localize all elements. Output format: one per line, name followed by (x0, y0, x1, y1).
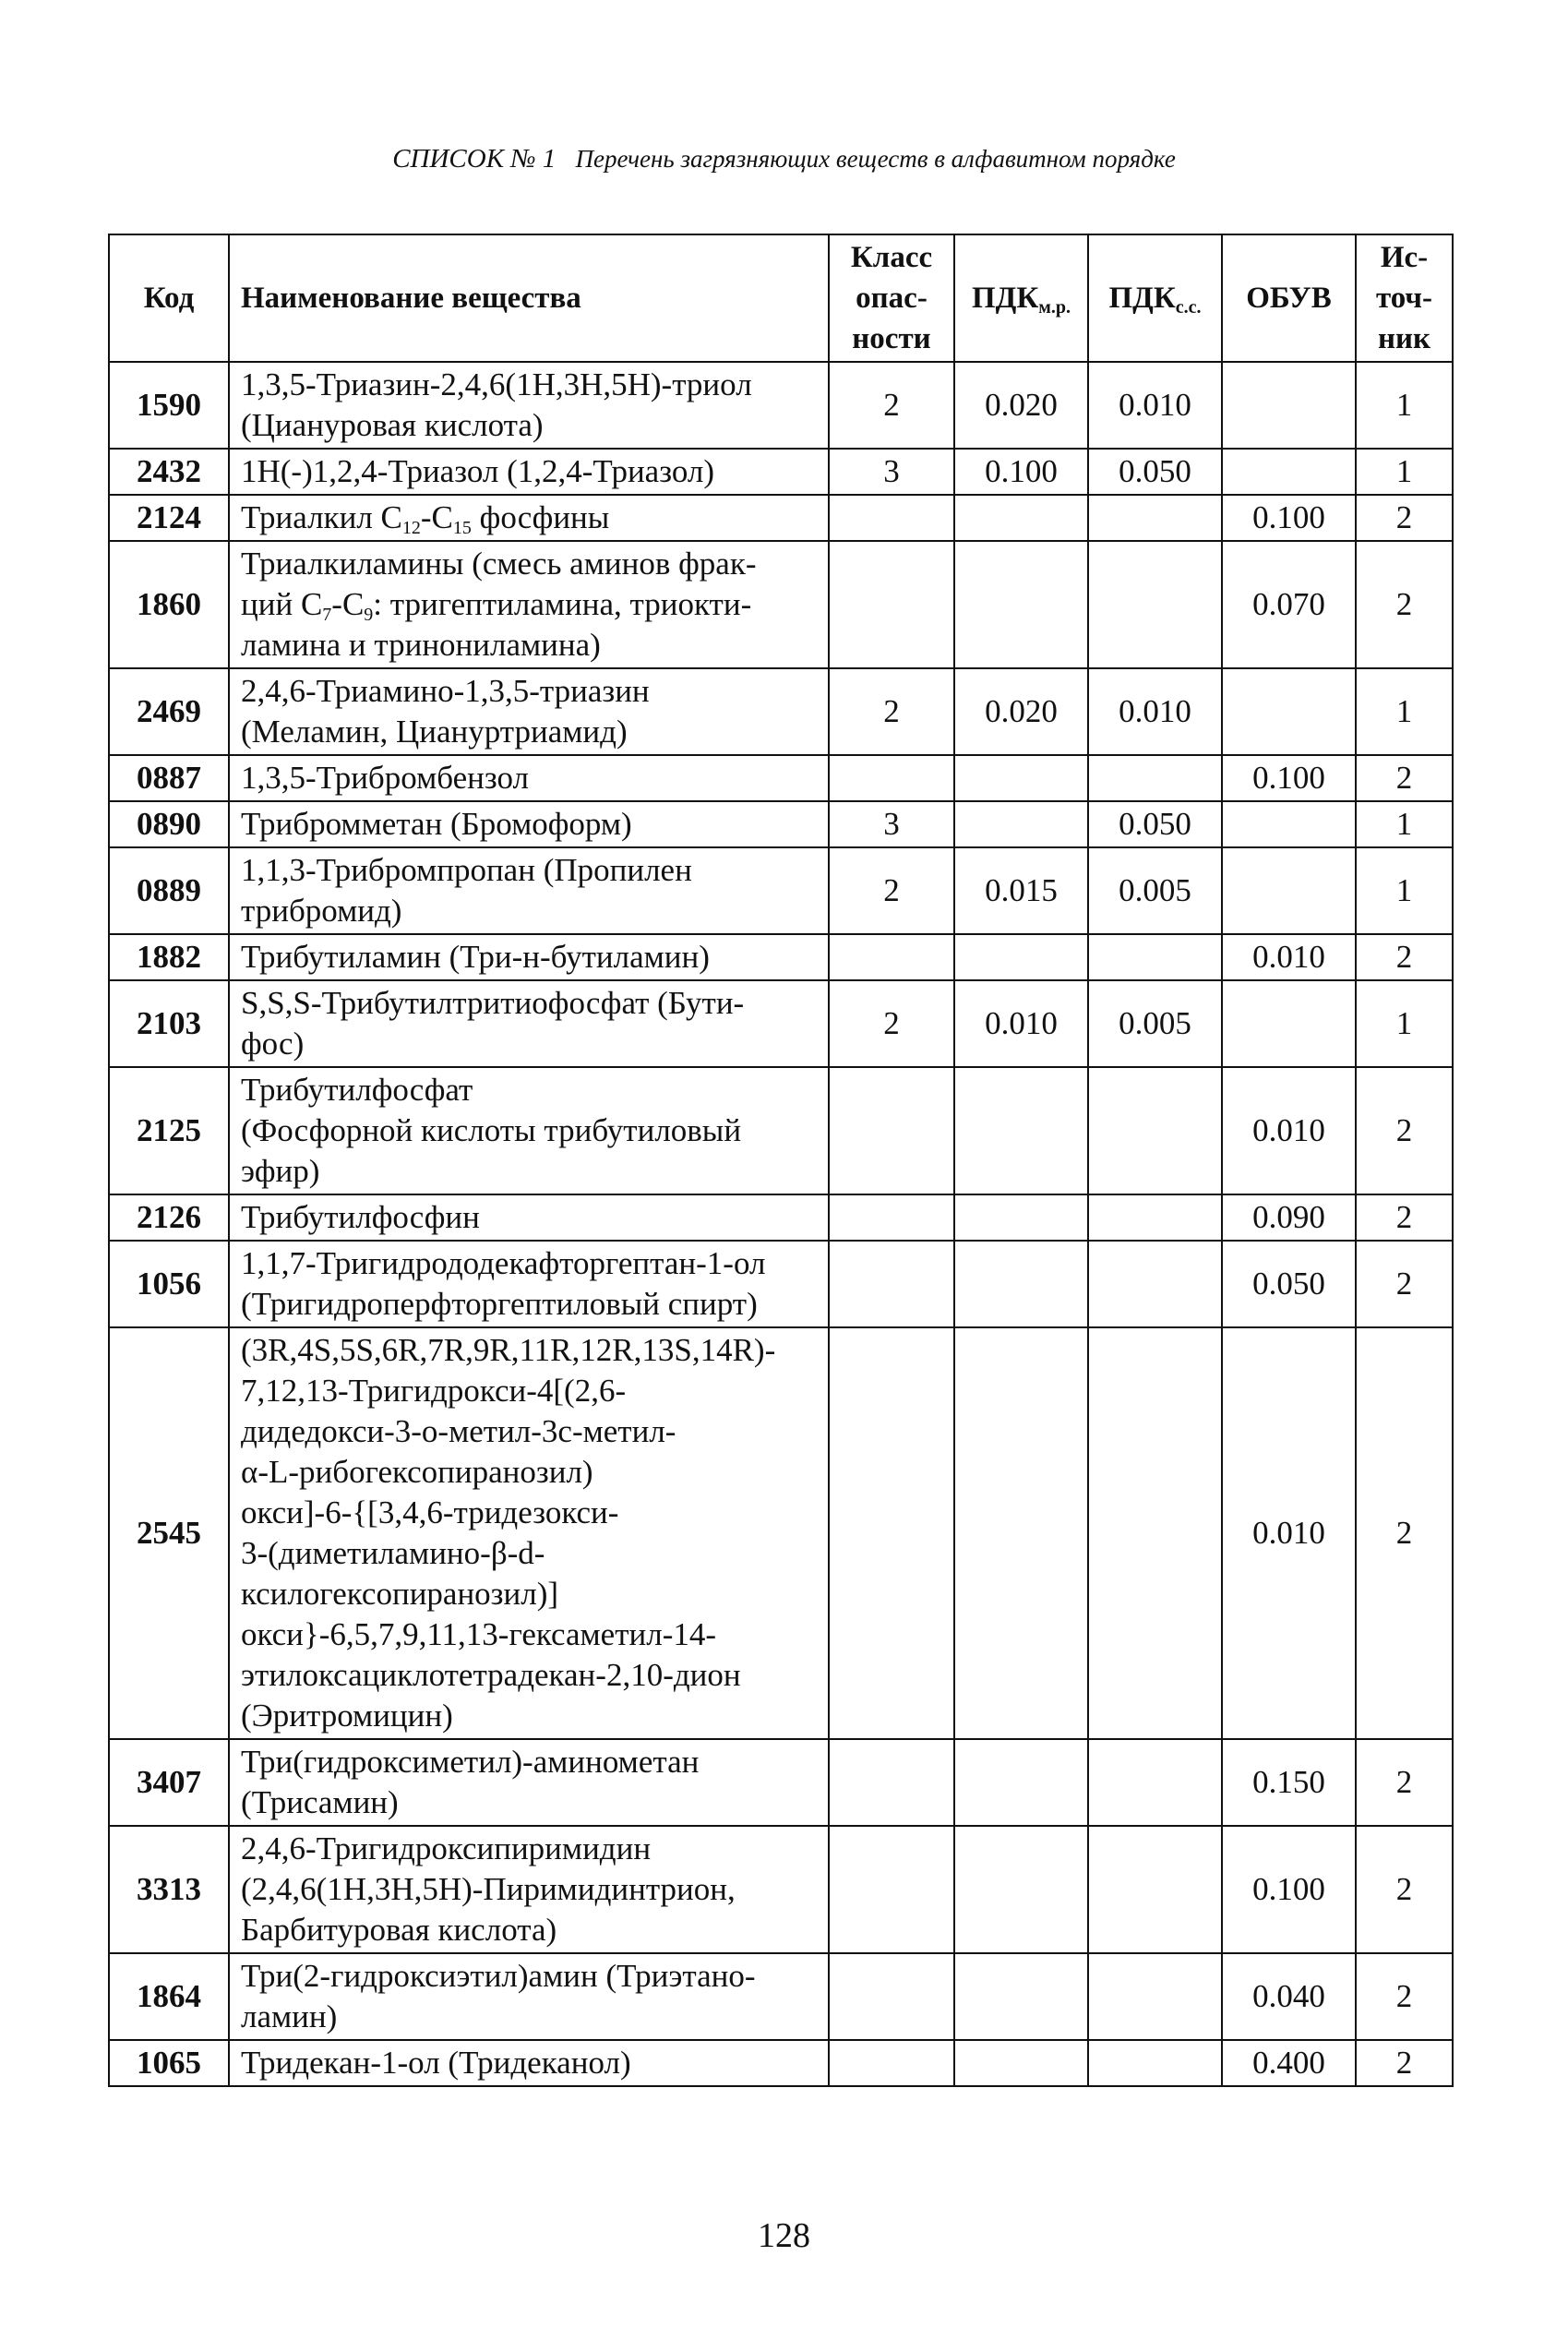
obuv-value: 0.100 (1222, 1826, 1356, 1953)
pdk-ss-value (1088, 934, 1222, 980)
substance-code: 2545 (109, 1327, 229, 1739)
pdk-ss-value (1088, 2040, 1222, 2086)
substance-name-line: Три(гидроксиметил)-аминометан (241, 1744, 700, 1780)
substance-code: 1065 (109, 2040, 229, 2086)
hazard-class: 2 (829, 980, 954, 1067)
table-row (109, 2040, 1453, 2086)
substance-name-line: трибромид) (241, 893, 402, 929)
pdk-mr-value (954, 755, 1088, 801)
obuv-value (1222, 847, 1356, 934)
source-value: 2 (1356, 755, 1453, 801)
substance-code: 1056 (109, 1241, 229, 1327)
substance-name-line: 2,4,6-Триамино-1,3,5-триазин (241, 673, 650, 709)
substance-code: 1590 (109, 362, 229, 449)
substance-code: 1864 (109, 1953, 229, 2040)
pdk-ss-value (1088, 1826, 1222, 1953)
substance-name-line: (Фосфорной кислоты трибутиловый (241, 1112, 742, 1148)
table-row (109, 668, 1453, 755)
subscript: 9 (364, 605, 374, 625)
obuv-value: 0.010 (1222, 934, 1356, 980)
hazard-class: 3 (829, 449, 954, 495)
substance-name-line: 1,3,5-Триазин-2,4,6(1H,3H,5H)-триол (241, 366, 752, 402)
list-description: Перечень загрязняющих веществ в алфавитном порядке (575, 145, 1176, 173)
table-row (109, 1826, 1453, 1953)
pdk-mr-value (954, 934, 1088, 980)
source-value: 2 (1356, 541, 1453, 668)
substance-code: 2469 (109, 668, 229, 755)
substance-name-line: (Циануровая кислота) (241, 407, 544, 443)
page-header (0, 144, 1568, 174)
substance-name (229, 980, 829, 1067)
substance-name-line: 2,4,6-Тригидроксипиримидин (241, 1830, 652, 1866)
source-value: 2 (1356, 1327, 1453, 1739)
col-header-obuv: ОБУВ (1222, 234, 1356, 362)
hazard-class (829, 1327, 954, 1739)
substance-name (229, 449, 829, 495)
substance-name-line: 1,1,7-Тригидрододекафторгептан-1-ол (241, 1245, 766, 1281)
pdk-ss-value (1088, 1194, 1222, 1241)
pdk-ss-value: 0.005 (1088, 980, 1222, 1067)
substance-name-line: окси}-6,5,7,9,11,13-гексаметил-14- (241, 1616, 717, 1652)
substance-name-line: (Меламин, Циануртриамид) (241, 714, 628, 750)
hazard-class (829, 1953, 954, 2040)
substance-code: 0889 (109, 847, 229, 934)
table-row (109, 1067, 1453, 1194)
substance-name-line: Барбитуровая кислота) (241, 1912, 557, 1948)
list-label: СПИСОК № 1 (392, 144, 557, 174)
substance-code: 1860 (109, 541, 229, 668)
pdk-ss-value (1088, 1067, 1222, 1194)
substance-code: 2124 (109, 495, 229, 541)
substance-code: 0887 (109, 755, 229, 801)
col-header-pdk-ss: $ПДК_{с.с.}$ (1088, 234, 1222, 362)
pdk-ss-value: 0.010 (1088, 668, 1222, 755)
pdk-mr-value (954, 1327, 1088, 1739)
pdk-ss-value (1088, 1739, 1222, 1826)
substance-code: 2103 (109, 980, 229, 1067)
substance-name (229, 934, 829, 980)
hazard-class (829, 1241, 954, 1327)
substance-name-line: ламин) (241, 1998, 338, 2034)
pdk-mr-value (954, 801, 1088, 847)
table-row (109, 1194, 1453, 1241)
substance-name (229, 541, 829, 668)
substance-name (229, 495, 829, 541)
hazard-class: 3 (829, 801, 954, 847)
col-header-hazard-class: Класс опас- ности (829, 234, 954, 362)
source-value: 2 (1356, 1241, 1453, 1327)
substance-name-line: этилоксациклотетрадекан-2,10-дион (241, 1657, 741, 1693)
substance-name-line: (Эритромицин) (241, 1698, 453, 1734)
substance-name-line: Трибутиламин (Три-н-бутиламин) (241, 939, 710, 975)
pdk-mr-value (954, 2040, 1088, 2086)
name-fragment: Триалкил C (241, 499, 402, 535)
obuv-value (1222, 449, 1356, 495)
substance-name (229, 1826, 829, 1953)
pdk-mr-value (954, 495, 1088, 541)
obuv-value (1222, 980, 1356, 1067)
substance-name (229, 2040, 829, 2086)
source-value: 2 (1356, 1067, 1453, 1194)
substance-name-line: 1,1,3-Трибромпропан (Пропилен (241, 852, 692, 888)
pdk-mr-value (954, 1067, 1088, 1194)
pdk-mr-value (954, 1953, 1088, 2040)
obuv-value: 0.100 (1222, 755, 1356, 801)
substance-name-line: (3R,4S,5S,6R,7R,9R,11R,12R,13S,14R)- (241, 1332, 776, 1368)
substance-name (229, 362, 829, 449)
obuv-value: 0.040 (1222, 1953, 1356, 2040)
table-row (109, 362, 1453, 449)
substance-name-line: 1,3,5-Трибромбензол (241, 760, 529, 796)
pdk-mr-value: 0.015 (954, 847, 1088, 934)
hazard-class: 2 (829, 847, 954, 934)
substance-name-line: Трибромметан (Бромоформ) (241, 806, 632, 842)
source-value: 1 (1356, 449, 1453, 495)
substance-name-line: (2,4,6(1H,3H,5H)-Пиримидинтрион, (241, 1871, 736, 1907)
pdk-mr-value (954, 1194, 1088, 1241)
col-header-code: Код (109, 234, 229, 362)
substance-name (229, 1194, 829, 1241)
pdk-ss-value: 0.010 (1088, 362, 1222, 449)
hazard-class (829, 1194, 954, 1241)
substance-name-line: Трибутилфосфат (241, 1072, 473, 1108)
name-fragment: Триалкиламины (смесь аминов фрак- (241, 546, 757, 582)
name-fragment: -C (420, 499, 453, 535)
table-row (109, 755, 1453, 801)
substance-name (229, 1739, 829, 1826)
substance-name-line: Трибутилфосфин (241, 1199, 480, 1235)
substance-name (229, 1327, 829, 1739)
substance-name-line: эфир) (241, 1153, 320, 1189)
table-row (109, 541, 1453, 668)
name-fragment: : тригептиламина, триокти- (373, 586, 752, 622)
substance-name-line: Тридекан-1-ол (Тридеканол) (241, 2045, 631, 2081)
source-value: 2 (1356, 495, 1453, 541)
hazard-class: 2 (829, 668, 954, 755)
substance-name (229, 847, 829, 934)
obuv-value: 0.150 (1222, 1739, 1356, 1826)
table-header-row (109, 234, 1453, 362)
substance-name-line: окси]-6-{[3,4,6-тридезокси- (241, 1494, 619, 1530)
pdk-ss-value (1088, 541, 1222, 668)
pdk-mr-value: 0.020 (954, 668, 1088, 755)
substance-name-line: (Трисамин) (241, 1784, 399, 1820)
col-header-pdk-mr: $ПДК_{м.р.}$ (954, 234, 1088, 362)
pdk-ss-value (1088, 1327, 1222, 1739)
pdk-mr-value (954, 1739, 1088, 1826)
obuv-value: 0.010 (1222, 1067, 1356, 1194)
name-fragment: ций C (241, 586, 323, 622)
table-row (109, 847, 1453, 934)
substance-name-line: S,S,S-Трибутилтритиофосфат (Бути- (241, 985, 745, 1021)
subscript: 15 (452, 518, 472, 538)
source-value: 2 (1356, 2040, 1453, 2086)
substance-name (229, 755, 829, 801)
substance-name-line: (Тригидроперфторгептиловый спирт) (241, 1286, 758, 1322)
source-value: 2 (1356, 1739, 1453, 1826)
table-row (109, 1739, 1453, 1826)
substance-name (229, 1241, 829, 1327)
table-row (109, 495, 1453, 541)
source-value: 1 (1356, 668, 1453, 755)
pdk-ss-value (1088, 1241, 1222, 1327)
source-value: 1 (1356, 980, 1453, 1067)
obuv-value: 0.090 (1222, 1194, 1356, 1241)
pdk-mr-value (954, 1241, 1088, 1327)
pdk-ss-value (1088, 495, 1222, 541)
pdk-mr-value (954, 1826, 1088, 1953)
obuv-value: 0.070 (1222, 541, 1356, 668)
substance-name-line: 3-(диметиламино-β-d- (241, 1535, 545, 1571)
table-row (109, 449, 1453, 495)
source-value: 2 (1356, 934, 1453, 980)
col-header-name: Наименование вещества (229, 234, 829, 362)
col-header-source: Ис- точ- ник (1356, 234, 1453, 362)
table-row (109, 1953, 1453, 2040)
page-number: 128 (758, 2216, 810, 2255)
source-value: 2 (1356, 1953, 1453, 2040)
obuv-value (1222, 801, 1356, 847)
obuv-value (1222, 668, 1356, 755)
substance-code: 0890 (109, 801, 229, 847)
hazard-class (829, 934, 954, 980)
substance-name-line: фос) (241, 1026, 305, 1062)
substance-code: 3313 (109, 1826, 229, 1953)
name-fragment: ламина и тринониламина) (241, 627, 601, 663)
substance-code: 2126 (109, 1194, 229, 1241)
hazard-class (829, 1739, 954, 1826)
pdk-ss-value: 0.050 (1088, 801, 1222, 847)
substance-code: 1882 (109, 934, 229, 980)
table-row (109, 980, 1453, 1067)
hazard-class (829, 755, 954, 801)
table-row (109, 801, 1453, 847)
table-row (109, 1241, 1453, 1327)
subscript: 12 (401, 518, 421, 538)
substance-name-line: α-L-рибогексопиранозил) (241, 1454, 593, 1490)
substance-name-line: Три(2-гидроксиэтил)амин (Триэтано- (241, 1958, 756, 1994)
pdk-ss-value: 0.050 (1088, 449, 1222, 495)
substance-name-line: 7,12,13-Тригидрокси-4[(2,6- (241, 1373, 627, 1409)
table-row (109, 1327, 1453, 1739)
obuv-value: 0.400 (1222, 2040, 1356, 2086)
source-value: 2 (1356, 1194, 1453, 1241)
pdk-ss-value (1088, 1953, 1222, 2040)
hazard-class: 2 (829, 362, 954, 449)
hazard-class (829, 495, 954, 541)
pdk-ss-value: 0.005 (1088, 847, 1222, 934)
hazard-class (829, 2040, 954, 2086)
pdk-mr-value: 0.100 (954, 449, 1088, 495)
substance-name (229, 801, 829, 847)
substance-name (229, 668, 829, 755)
hazard-class (829, 1067, 954, 1194)
source-value: 1 (1356, 847, 1453, 934)
substance-code: 2432 (109, 449, 229, 495)
substance-code: 2125 (109, 1067, 229, 1194)
source-value: 1 (1356, 801, 1453, 847)
substance-name-line: 1H(-)1,2,4-Триазол (1,2,4-Триазол) (241, 453, 714, 489)
substance-name-line: дидедокси-3-о-метил-3с-метил- (241, 1413, 676, 1449)
table-row (109, 934, 1453, 980)
obuv-value: 0.050 (1222, 1241, 1356, 1327)
substance-code: 3407 (109, 1739, 229, 1826)
obuv-value (1222, 362, 1356, 449)
pdk-mr-value (954, 541, 1088, 668)
pdk-mr-value: 0.020 (954, 362, 1088, 449)
substance-name (229, 1067, 829, 1194)
substance-name (229, 1953, 829, 2040)
source-value: 1 (1356, 362, 1453, 449)
substances-table (108, 234, 1454, 2087)
name-fragment: -C (331, 586, 365, 622)
source-value: 2 (1356, 1826, 1453, 1953)
pdk-mr-value: 0.010 (954, 980, 1088, 1067)
hazard-class (829, 541, 954, 668)
hazard-class (829, 1826, 954, 1953)
obuv-value: 0.010 (1222, 1327, 1356, 1739)
subscript: 7 (322, 605, 332, 625)
obuv-value: 0.100 (1222, 495, 1356, 541)
pdk-ss-value (1088, 755, 1222, 801)
name-fragment: фосфины (471, 499, 610, 535)
substance-name-line: ксилогексопиранозил)] (241, 1576, 559, 1612)
